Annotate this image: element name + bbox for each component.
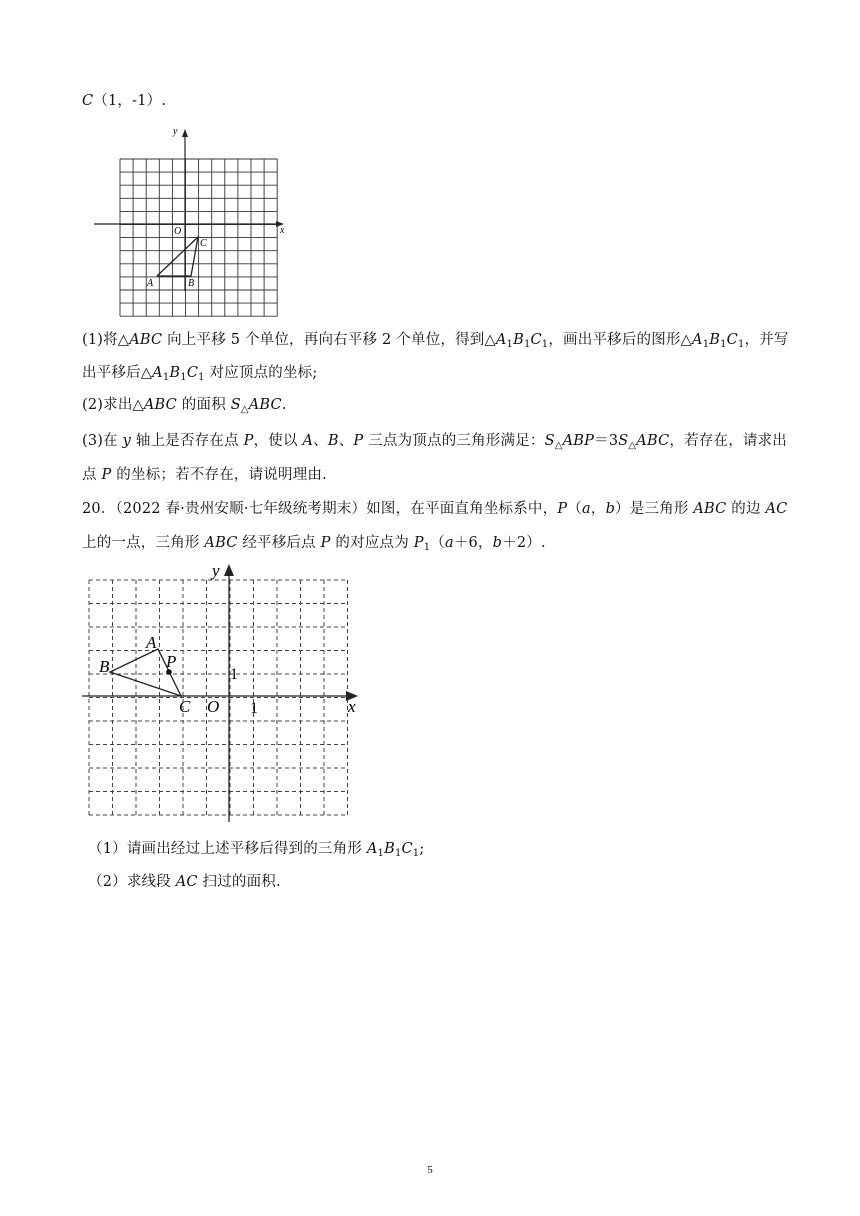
- fig1-y-label: y: [173, 126, 178, 137]
- q19-p1-text-a: (1)将△: [82, 332, 130, 348]
- q19-p1-text-e: ，并写: [744, 332, 789, 348]
- q19-p3-c: 轴上是否存在点: [131, 433, 244, 449]
- fig2-b-label: B: [99, 657, 110, 676]
- q19-p3-b: y: [122, 433, 132, 449]
- fig2-x-one-label: 1: [250, 700, 258, 717]
- q19-p2-a: (2)求出△: [82, 397, 144, 413]
- tri-c-2: C: [726, 332, 738, 348]
- q20-s1-h: ;: [419, 841, 425, 857]
- q19-p3-n: ABP: [562, 433, 595, 449]
- q19-p3-t: 点: [82, 467, 102, 483]
- q20-s1-b: A: [366, 841, 378, 857]
- q19-p3-v: 的坐标；若不存在，请说明理由.: [111, 467, 327, 483]
- q19-p1-text-f: 出平移后△: [82, 365, 153, 381]
- q20-l1-d: a: [582, 501, 591, 517]
- figure-2-grid: [82, 560, 372, 830]
- q19-p3-i: 、: [338, 433, 354, 449]
- tri-a-3: A: [152, 365, 163, 381]
- fig2-origin-label: O: [207, 697, 220, 716]
- tri-a-sub-2: 1: [702, 339, 710, 350]
- q20-s2-b: AC: [175, 874, 198, 890]
- q19-p1-text-d: ，画出平移后的图形△: [548, 332, 693, 348]
- q19-p3-p: S: [618, 433, 629, 449]
- tri-b-sub-3: 1: [180, 372, 187, 383]
- tri-c-sub-3: 1: [198, 372, 205, 383]
- q19-part3-line2: [82, 463, 327, 484]
- q20-sub2: [88, 870, 281, 891]
- tri-b-2: B: [709, 332, 721, 348]
- tri-b-sub: 1: [523, 339, 531, 350]
- q20-l2-l: ＋2）.: [502, 535, 546, 551]
- q20-l2-a: 上的一点，三角形: [82, 535, 205, 551]
- tri-a: A: [495, 332, 507, 348]
- q19-p3-q: △: [628, 440, 637, 451]
- q20-l2-c: 经平移后点: [237, 535, 321, 551]
- q20-s1-f: C: [401, 841, 413, 857]
- fig1-y-arrow: [182, 129, 188, 137]
- fig1-c-label: C: [200, 238, 207, 249]
- q20-s1-a: （1）请画出经过上述平移后得到的三角形: [88, 841, 367, 857]
- fig1-gridlines: [120, 159, 277, 316]
- q19-part1-line1: [82, 328, 789, 350]
- q20-l1-f: b: [605, 501, 616, 517]
- q19-p3-r: ABC: [636, 433, 670, 449]
- fig2-y-label: y: [212, 561, 220, 580]
- q20-l2-f: P: [413, 535, 424, 551]
- tri-c-3: C: [186, 365, 199, 381]
- q20-l2-e: 的对应点为: [330, 535, 414, 551]
- q19-p3-m: △: [554, 440, 563, 451]
- fig2-y-one-label: 1: [230, 666, 238, 683]
- q19-p3-a: (3)在: [82, 433, 123, 449]
- fig2-p-label: P: [166, 652, 177, 671]
- q19-p3-k: 三点为顶点的三角形满足：: [363, 433, 545, 449]
- q19-p3-d: P: [243, 433, 254, 449]
- q19-p1-text-c: 向上平移 5 个单位，再向右平移 2 个单位，得到△: [162, 332, 496, 348]
- q20-l2-k: b: [492, 535, 503, 551]
- point-c-label: C: [82, 93, 94, 109]
- q19-p3-o: ＝3: [594, 433, 619, 449]
- q20-s2-c: 扫过的面积.: [197, 874, 281, 890]
- tri-b: B: [513, 332, 524, 348]
- q19-p3-s: ，若存在，请求出: [669, 433, 787, 449]
- fig1-x-label: x: [280, 225, 285, 236]
- tri-a-sub: 1: [506, 339, 514, 350]
- q19-p2-f: ABC: [248, 397, 282, 413]
- tri-b-3: B: [169, 365, 181, 381]
- q19-p3-h: B: [327, 433, 339, 449]
- tri-b-sub-2: 1: [720, 339, 727, 350]
- tri-c-sub: 1: [541, 339, 549, 350]
- q20-l1-h: ABC: [693, 501, 727, 517]
- q20-l1-g: ）是三角形: [615, 501, 694, 517]
- q20-l1-a: 20．（2022 春·贵州安顺·七年级统考期末）如图，在平面直角坐标系中，: [82, 501, 558, 517]
- q19-p1-abc: ABC: [129, 332, 163, 348]
- tri-a-sub-3: 1: [162, 372, 170, 383]
- q20-s1-g: 1: [412, 848, 420, 859]
- q20-s1-c: 1: [377, 848, 385, 859]
- q20-sub1: [88, 837, 424, 859]
- q19-p2-b: ABC: [143, 397, 177, 413]
- q19-p2-e: △: [240, 404, 249, 415]
- q20-line1: [82, 497, 787, 518]
- tri-a-2: A: [692, 332, 703, 348]
- fig1-b-label: B: [188, 278, 195, 289]
- q19-p3-u: P: [101, 467, 112, 483]
- q19-p3-j: P: [353, 433, 364, 449]
- point-c-coords: （1，-1）.: [93, 93, 167, 109]
- q19-p1-text-g: 对应顶点的坐标;: [204, 365, 318, 381]
- q19-part1-line2: [82, 361, 317, 383]
- figure-1-grid: [90, 125, 290, 295]
- q20-line2: [82, 531, 546, 553]
- fig1-origin-label: O: [174, 226, 182, 237]
- q19-p3-f: A: [302, 433, 314, 449]
- q20-s1-e: 1: [394, 848, 402, 859]
- q20-l1-e: ，: [590, 501, 606, 517]
- q20-l2-i: a: [444, 535, 454, 551]
- tri-c: C: [530, 332, 542, 348]
- q19-p2-g: .: [281, 397, 287, 413]
- q20-l2-g: 1: [423, 542, 431, 553]
- fig2-c-label: C: [179, 697, 191, 716]
- q20-l1-b: P: [557, 501, 568, 517]
- q19-part3-line1: [82, 429, 787, 451]
- q20-s1-d: B: [384, 841, 395, 857]
- q20-l1-j: AC: [765, 501, 788, 517]
- q19-p3-l: S: [544, 433, 555, 449]
- q20-l1-c: （: [567, 501, 582, 517]
- q19-p2-c: 的面积: [176, 397, 231, 413]
- q20-l2-d: P: [320, 535, 331, 551]
- q19-p3-e: ，使以: [253, 433, 303, 449]
- q20-l2-j: ＋6，: [453, 535, 493, 551]
- fig1-triangle-abc: [157, 237, 198, 276]
- q20-s2-a: （2）求线段: [88, 874, 176, 890]
- q20-l2-h: （: [430, 535, 445, 551]
- fig2-y-arrow: [224, 564, 234, 576]
- tri-c-sub-2: 1: [737, 339, 745, 350]
- fig2-a-label: A: [146, 633, 157, 652]
- q19-part2: [82, 393, 287, 415]
- q20-l1-i: 的边: [726, 501, 766, 517]
- fig1-a-label: A: [147, 278, 154, 289]
- q19-p2-d: S: [230, 397, 241, 413]
- top-line: [82, 89, 166, 110]
- fig2-x-label: x: [348, 697, 356, 716]
- q20-l2-b: ABC: [204, 535, 238, 551]
- page-number: 5: [427, 1164, 433, 1176]
- q19-p3-g: 、: [313, 433, 328, 449]
